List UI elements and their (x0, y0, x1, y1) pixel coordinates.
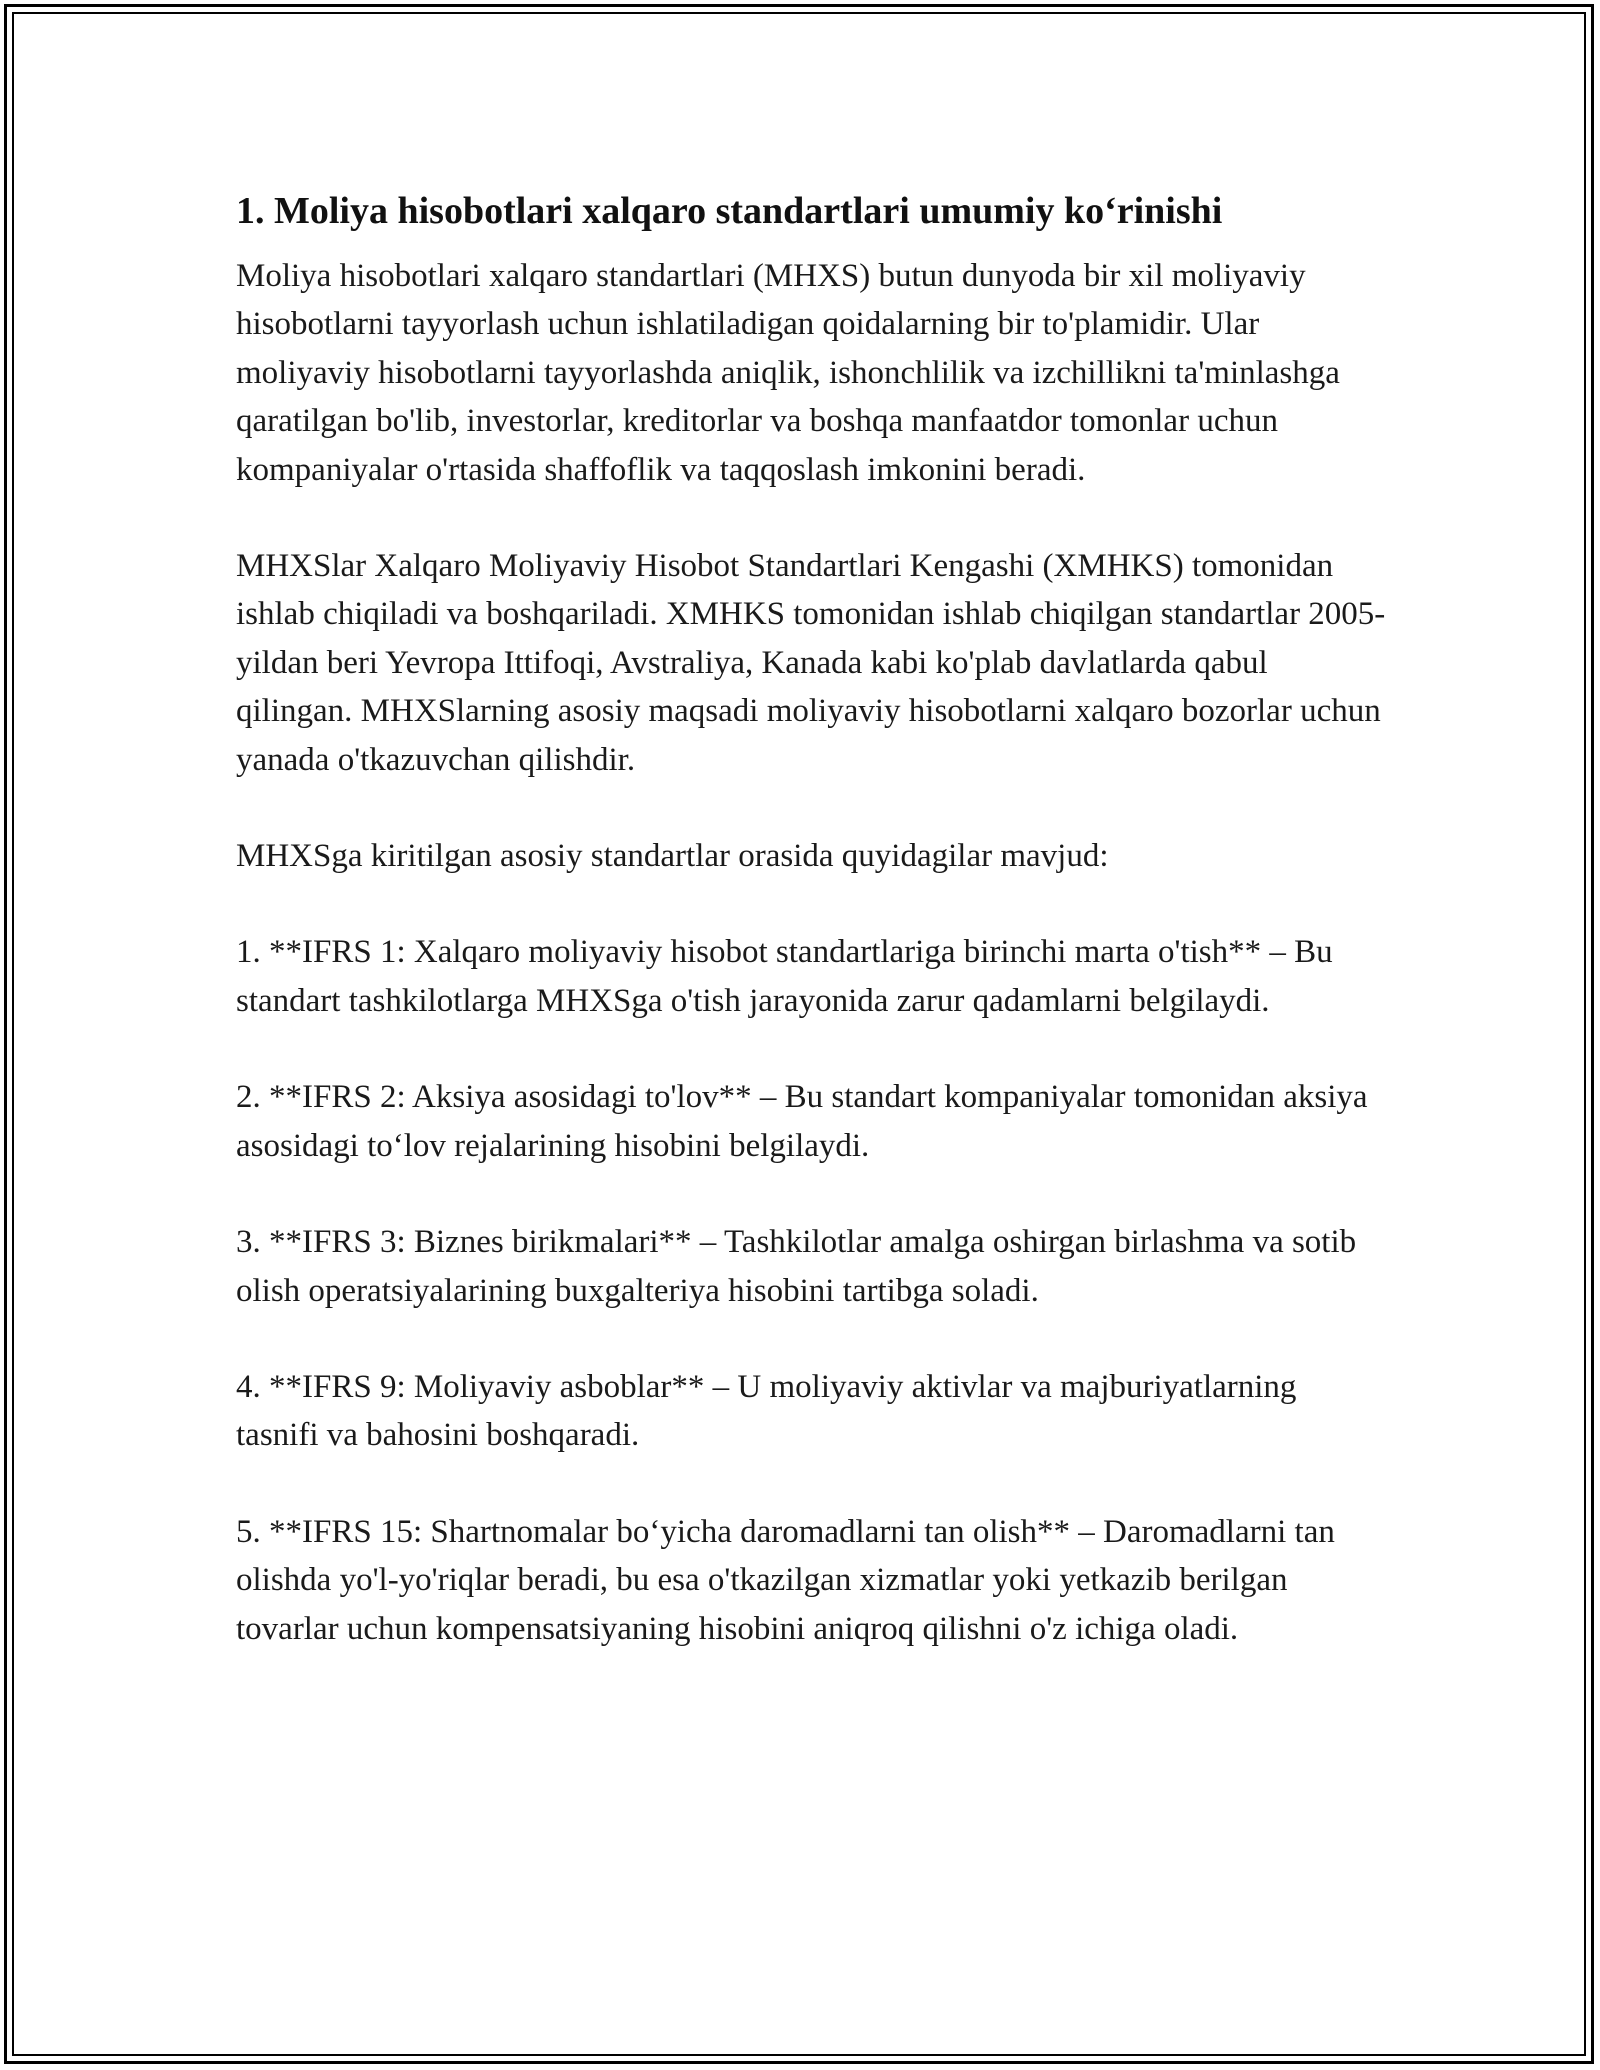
paragraph-background: MHXSlar Xalqaro Moliyaviy Hisobot Standartlari Kengashi (XMHKS) tomonidan ishlab chiqiladi va boshqariladi. XMHKS tomonidan ishlab chiqilgan standartlar 2005-yildan beri Yevropa Ittifoqi, Avstraliya, Kanada kabi ko'plab davlatlarda qabul qilingan. MHXSlarning asosiy maqsadi moliyaviy hisobotlarni xalqaro bozorlar uchun yanada o'tkazuvchan qilishdir. (236, 548, 1386, 778)
list-item-ifrs-3: 3. **IFRS 3: Biznes birikmalari** – Tashkilotlar amalga oshirgan birlashma va sotib olish operatsiyalarining buxgalteriya hisobini tartibga soladi. (236, 1224, 1357, 1309)
list-item-ifrs-1: 1. **IFRS 1: Xalqaro moliyaviy hisobot standartlariga birinchi marta o'tish** – Bu standart tashkilotlarga MHXSga o'tish jarayonida zarur qadamlarni belgilaydi. (236, 934, 1333, 1019)
document-title: 1. Moliya hisobotlari xalqaro standartlari umumiy ko‘rinishi (236, 190, 1223, 232)
document-body (236, 186, 1386, 1701)
list-item-ifrs-9: 4. **IFRS 9: Moliyaviy asboblar** – U moliyaviy aktivlar va majburiyatlarning tasnifi va bahosini boshqaradi. (236, 1368, 1297, 1454)
list-item-ifrs-2: 2. **IFRS 2: Aksiya asosidagi to'lov** – Bu standart kompaniyalar tomonidan aksiya asosidagi to‘lov rejalarining hisobini belgilaydi. (236, 1079, 1368, 1164)
list-item-ifrs-15: 5. **IFRS 15: Shartnomalar bo‘yicha daromadlarni tan olish** – Daromadlarni tan olishda yo'l-yo'riqlar beradi, bu esa o'tkazilgan xizmatlar yoki yetkazib berilgan tovarlar uchun kompensatsiyaning hisobini aniqroq qilishni o'z ichiga oladi. (236, 1513, 1335, 1647)
paragraph-list-intro: MHXSga kiritilgan asosiy standartlar orasida quyidagilar mavjud: (236, 838, 1109, 875)
paragraph-intro: Moliya hisobotlari xalqaro standartlari (MHXS) butun dunyoda bir xil moliyaviy hisobotlarni tayyorlash uchun ishlatiladigan qoidalarning bir to'plamidir. Ular moliyaviy hisobotlarni tayyorlashda aniqlik, ishonchlilik va izchillikni ta'minlashga qaratilgan bo'lib, investorlar, kreditorlar va boshqa manfaatdor tomonlar uchun kompaniyalar o'rtasida shaffoflik va taqqoslash imkonini beradi. (236, 258, 1340, 488)
